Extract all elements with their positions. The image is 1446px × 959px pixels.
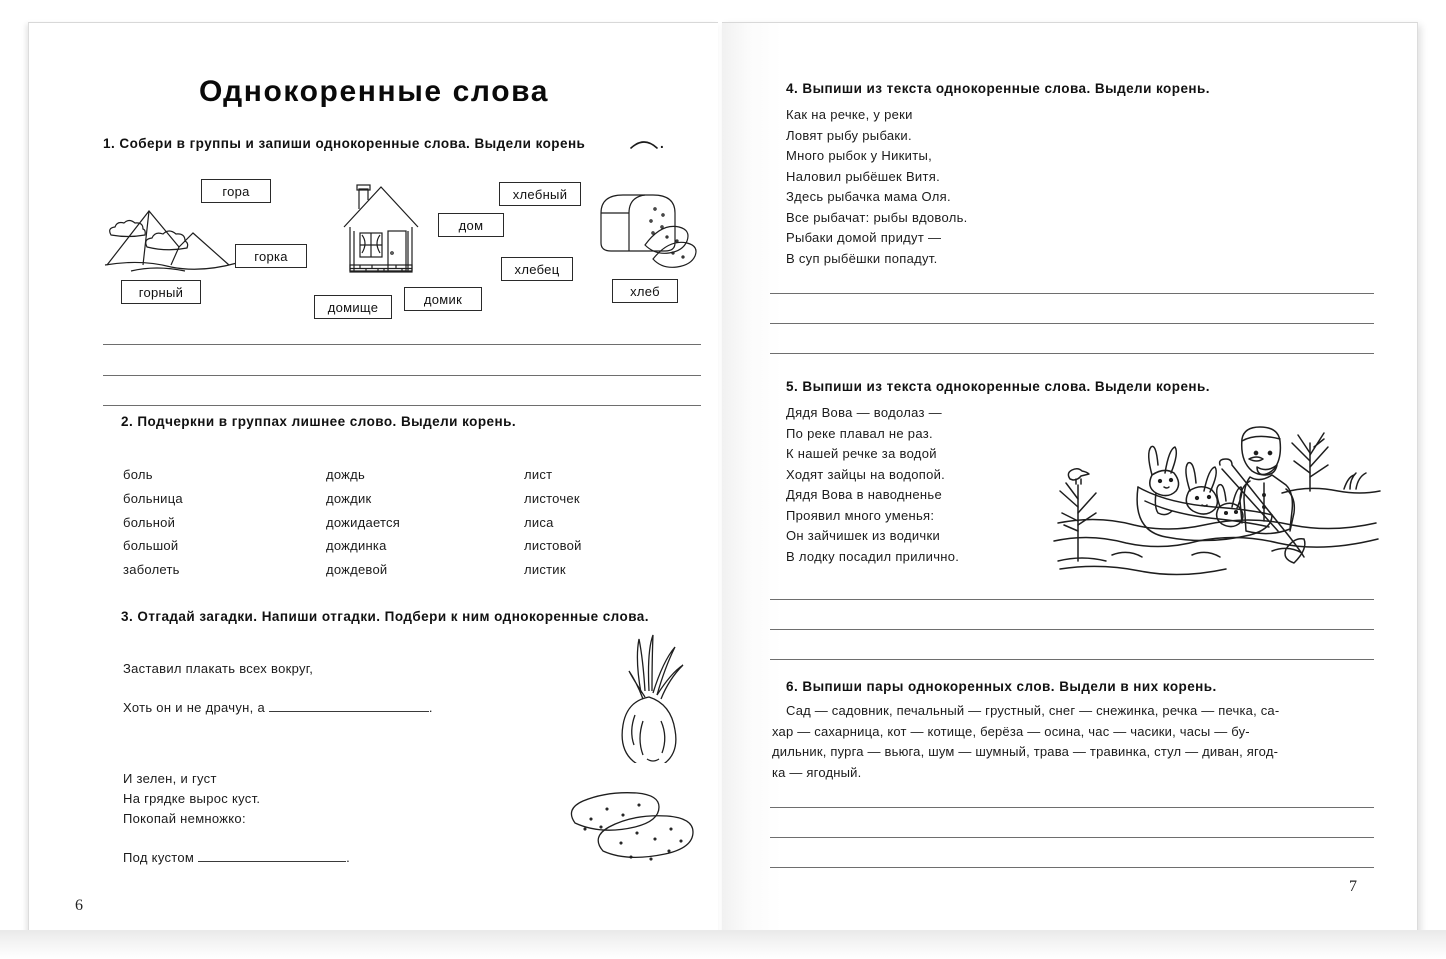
- word-box-hlebets[interactable]: хлебец: [501, 257, 573, 281]
- riddle-line: Заставил плакать всех вокруг,: [123, 661, 314, 676]
- word-column-1: [123, 463, 183, 582]
- exercise-6-number: 6.: [786, 679, 799, 694]
- riddle-1: [123, 659, 433, 718]
- word-item[interactable]: дожидается: [326, 514, 401, 530]
- riddle-answer-suffix: .: [346, 850, 350, 865]
- answer-line[interactable]: [770, 837, 1374, 838]
- page-number-left: 6: [75, 897, 83, 914]
- word-item[interactable]: больница: [123, 490, 183, 506]
- poem-line: Проявил много уменья:: [786, 507, 935, 523]
- exercise-4-poem: [786, 105, 968, 269]
- word-item[interactable]: боль: [123, 467, 153, 482]
- poem-line: Дядя Вова в наводненье: [786, 487, 942, 502]
- exercise-3-instruction: Отгадай загадки. Напиши отгадки. Подбери к ним однокоренные слова.: [137, 609, 649, 624]
- riddle-answer-prefix: Хоть он и не драчун, а: [123, 700, 265, 715]
- exercise-1-instruction: Собери в группы и запиши однокоренные слова. Выдели корень: [119, 136, 586, 151]
- exercise-6-instruction: Выпиши пары однокоренных слов. Выдели в них корень.: [802, 679, 1217, 694]
- potato-illustration: [561, 781, 711, 871]
- answer-line[interactable]: [770, 629, 1374, 630]
- word-item[interactable]: листочек: [524, 490, 580, 506]
- answer-line[interactable]: [770, 353, 1374, 354]
- word-item[interactable]: заболеть: [123, 562, 180, 578]
- exercise-6-body: [772, 701, 1279, 783]
- answer-line[interactable]: [103, 405, 701, 406]
- page-title: Однокоренные слова: [198, 75, 550, 108]
- word-pairs-line: дильник, пурга — вьюга, шум — шумный, трава — травинка, стул — диван, ягод-: [772, 744, 1279, 759]
- boat-with-man-and-hares-illustration: [1052, 421, 1382, 581]
- answer-line[interactable]: [770, 323, 1374, 324]
- exercise-5-instruction: Выпиши из текста однокоренные слова. Выдели корень.: [802, 379, 1210, 394]
- word-box-dom[interactable]: дом: [438, 213, 504, 237]
- riddle-answer-blank[interactable]: [198, 849, 346, 862]
- answer-line[interactable]: [103, 375, 701, 376]
- answer-line[interactable]: [770, 293, 1374, 294]
- riddle-line: И зелен, и густ: [123, 771, 217, 786]
- word-item[interactable]: дождь: [326, 467, 365, 482]
- bread-illustration: [591, 183, 703, 275]
- exercise-2-number: 2.: [121, 414, 134, 429]
- exercise-3-number: 3.: [121, 609, 134, 624]
- word-item[interactable]: больной: [123, 514, 176, 530]
- exercise-1-heading: [103, 136, 585, 151]
- exercise-1-number: 1.: [103, 136, 116, 151]
- answer-line[interactable]: [770, 807, 1374, 808]
- poem-line: Ходят зайцы на водопой.: [786, 466, 946, 482]
- word-item[interactable]: лист: [524, 467, 553, 482]
- poem-line: В лодку посадил прилично.: [786, 548, 960, 564]
- answer-line[interactable]: [103, 344, 701, 345]
- word-item[interactable]: лиса: [524, 514, 554, 530]
- word-item[interactable]: листовой: [524, 538, 582, 554]
- word-column-2: [326, 463, 400, 582]
- page-number-right: 7: [1349, 878, 1357, 895]
- word-box-gora[interactable]: гора: [201, 179, 271, 203]
- poem-line: В суп рыбёшки попадут.: [786, 250, 938, 266]
- poem-line: Рыбаки домой придут —: [786, 230, 942, 245]
- mountain-illustration: [101, 201, 251, 279]
- word-item[interactable]: дождинка: [326, 538, 387, 554]
- riddle-answer-suffix: .: [428, 700, 433, 715]
- exercise-4-heading: [786, 81, 1210, 96]
- riddle-line: Покопай немножко:: [123, 811, 246, 826]
- exercise-6-heading: [786, 679, 1217, 694]
- poem-line: Много рыбок у Никиты,: [786, 148, 933, 163]
- poem-line: Здесь рыбачка мама Оля.: [786, 189, 951, 204]
- right-page: [722, 22, 1418, 934]
- word-box-hlebny[interactable]: хлебный: [499, 182, 581, 206]
- riddle-answer-row: [123, 698, 433, 718]
- exercise-2-heading: [121, 414, 516, 429]
- word-box-domik[interactable]: домик: [404, 287, 482, 311]
- poem-line: Все рыбачат: рыбы вдоволь.: [786, 209, 968, 225]
- poem-line: Наловил рыбёшек Витя.: [786, 168, 940, 184]
- exercise-4-instruction: Выпиши из текста однокоренные слова. Выдели корень.: [802, 81, 1210, 96]
- word-column-3: [524, 463, 582, 582]
- riddle-2: [123, 769, 350, 868]
- word-box-hleb[interactable]: хлеб: [612, 279, 678, 303]
- surface-shadow: [0, 930, 1446, 959]
- word-item[interactable]: листик: [524, 562, 566, 578]
- poem-line: К нашей речке за водой: [786, 446, 937, 461]
- answer-line[interactable]: [770, 659, 1374, 660]
- word-item[interactable]: дождик: [326, 490, 372, 506]
- word-item[interactable]: большой: [123, 538, 179, 554]
- word-box-gorny[interactable]: горный: [121, 280, 201, 304]
- poem-line: Ловят рыбу рыбаки.: [786, 127, 912, 143]
- word-item[interactable]: дождевой: [326, 562, 388, 578]
- exercise-5-number: 5.: [786, 379, 799, 394]
- answer-line[interactable]: [770, 599, 1374, 600]
- word-pairs-line: ка — ягодный.: [772, 764, 862, 780]
- riddle-answer-prefix: Под кустом: [123, 850, 195, 865]
- word-pairs-line: хар — сахарница, кот — котище, берёза — осина, час — часики, часы — бу-: [772, 723, 1250, 739]
- riddle-answer-row: [123, 848, 350, 868]
- left-page: [28, 22, 718, 934]
- word-box-gorka[interactable]: горка: [235, 244, 307, 268]
- exercise-4-number: 4.: [786, 81, 799, 96]
- poem-line: Дядя Вова — водолаз —: [786, 405, 942, 420]
- exercise-5-poem: [786, 403, 959, 567]
- poem-line: По реке плавал не раз.: [786, 425, 933, 441]
- riddle-line: На грядке вырос куст.: [123, 791, 261, 806]
- onion-illustration: [599, 633, 699, 763]
- answer-line[interactable]: [770, 867, 1374, 868]
- poem-line: Он зайчишек из водички: [786, 528, 941, 543]
- arc-root-mark-icon: [629, 135, 659, 151]
- riddle-answer-blank[interactable]: [269, 699, 429, 712]
- word-pairs-line: Сад — садовник, печальный — грустный, снег — снежинка, речка — печка, са-: [786, 703, 1280, 718]
- poem-line: Как на речке, у реки: [786, 107, 913, 122]
- exercise-2-instruction: Подчеркни в группах лишнее слово. Выдели корень.: [137, 414, 517, 429]
- word-box-domishche[interactable]: домище: [314, 295, 392, 319]
- house-illustration: [340, 179, 422, 285]
- exercise-3-heading: [121, 609, 649, 624]
- exercise-5-heading: [786, 379, 1210, 394]
- exercise-1-instruction-tail: .: [660, 136, 664, 151]
